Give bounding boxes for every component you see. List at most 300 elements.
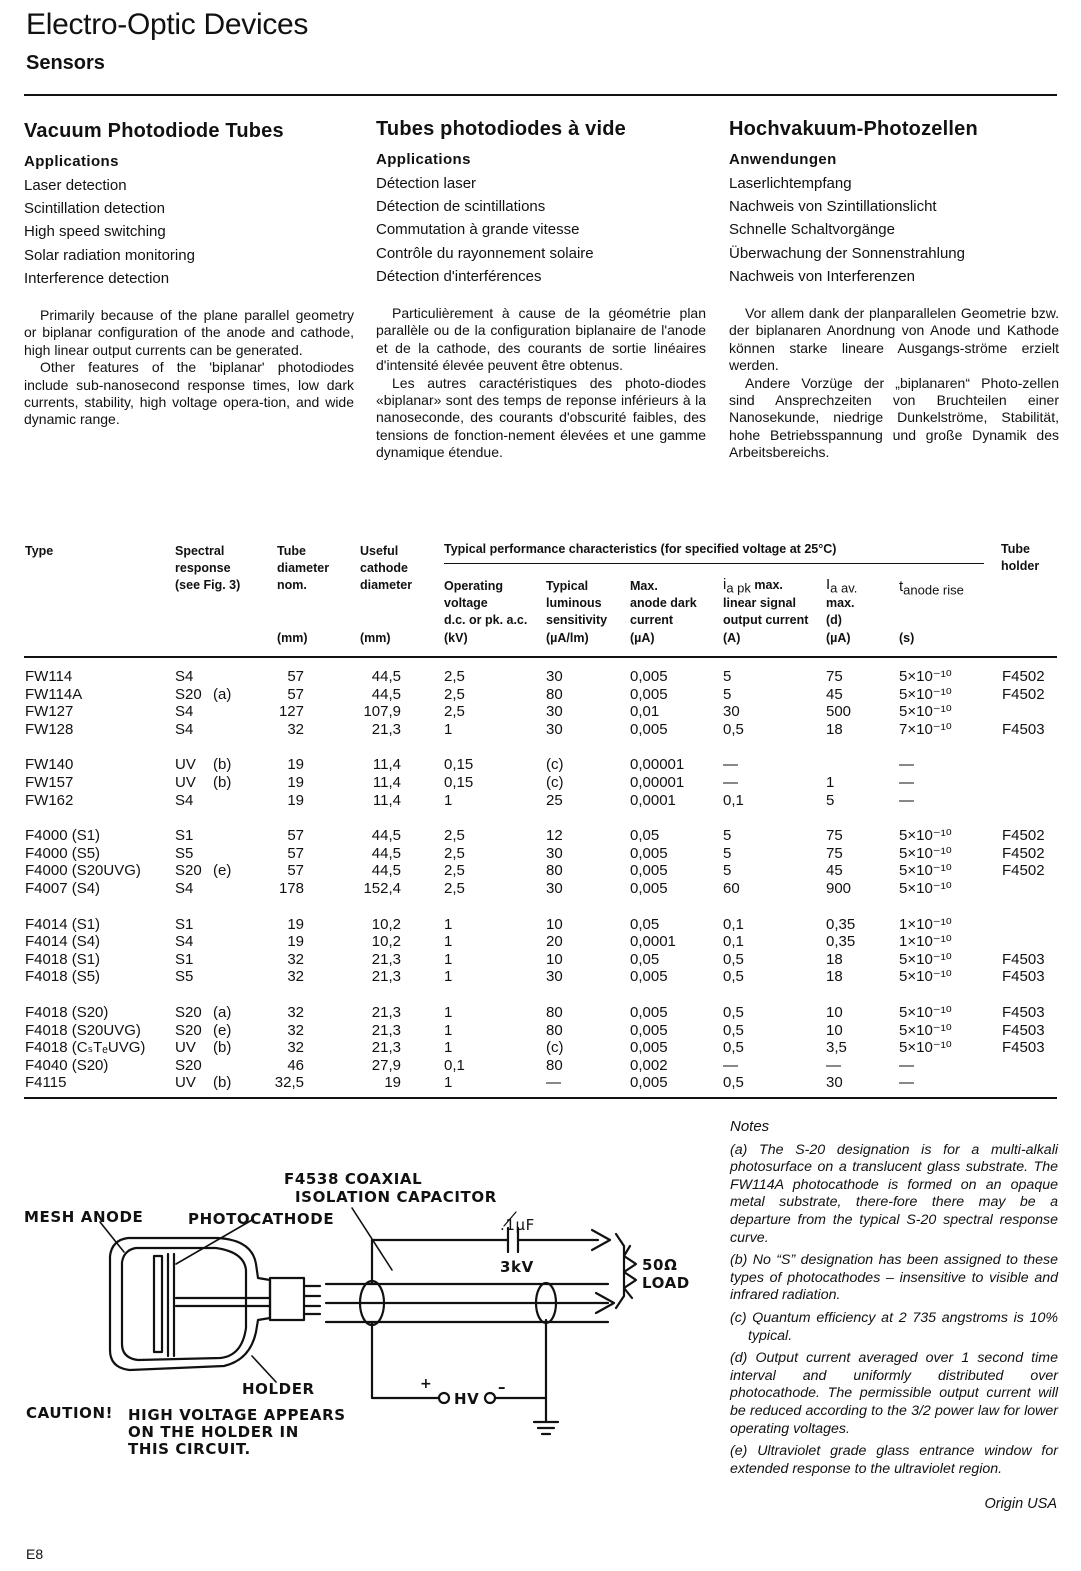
table-cell-volt: 2,5 — [444, 827, 465, 845]
table-cell-holder: F4503 — [1002, 720, 1045, 738]
table-cell-tube: 57 — [287, 862, 304, 880]
header-tube-diameter: Tube diameter nom. — [277, 544, 330, 592]
iav-subscript: a av. — [830, 580, 858, 596]
table-cell-volt: 1 — [444, 1074, 453, 1092]
table-cell-sens: 30 — [546, 703, 563, 721]
notes-heading: Notes — [730, 1118, 770, 1135]
table-cell-useful: 44,5 — [371, 685, 401, 703]
connector-pins — [304, 1286, 320, 1314]
table-cell-volt: 1 — [444, 1004, 453, 1021]
unit-label: (A) — [723, 631, 741, 645]
table-cell-useful: 44,5 — [371, 862, 401, 880]
table-cell-holder: F4503 — [1002, 1039, 1045, 1057]
table-cell-dark: 0,005 — [630, 685, 668, 703]
table-cell-type: F4000 (S5) — [25, 844, 101, 862]
table-cell-ipk: 0,5 — [723, 1021, 744, 1039]
list-item: Détection d'interférences — [376, 267, 542, 285]
table-cell-note: (b) — [213, 1074, 232, 1092]
table-cell-tube: 32 — [287, 968, 304, 986]
header-dark-current: Max. anode dark current — [630, 579, 697, 627]
hv-terminal — [485, 1393, 495, 1403]
unit-label: (mm) — [277, 631, 308, 645]
load-value: 50Ω — [642, 1256, 678, 1274]
list-item: Détection laser — [376, 175, 477, 192]
table-cell-volt: 1 — [444, 950, 453, 968]
table-cell-volt: 1 — [444, 915, 453, 933]
table-cell-ipk: 5 — [723, 862, 732, 880]
table-cell-type: F4000 (S20UVG) — [25, 862, 141, 880]
circuit-diagram — [20, 1160, 720, 1490]
table-cell-type: FW114A — [25, 685, 83, 703]
trise-subscript: anode rise — [903, 582, 964, 598]
table-cell-sens: 20 — [546, 933, 563, 951]
table-cell-resp: UV — [175, 774, 196, 791]
table-cell-volt: 2,5 — [444, 703, 465, 721]
list-item: Scintillation detection — [24, 200, 165, 218]
table-cell-ipk: 5 — [723, 844, 732, 862]
table-cell-note: (a) — [213, 685, 232, 703]
table-cell-useful: 44,5 — [371, 668, 401, 685]
header-group-rule — [444, 563, 984, 564]
table-cell-dark: 0,005 — [630, 1039, 668, 1057]
tube-inner — [122, 1248, 246, 1360]
page-subtitle: Sensors — [26, 52, 105, 74]
note-d: (d) Output current averaged over 1 second time interval and uniformly distributed over photocathode. The permissible output current will be reduced according to the 3/2 power law for lower operating voltages. — [730, 1350, 1058, 1437]
header-operating-voltage: Operating voltage d.c. or pk. a.c. — [444, 579, 528, 627]
header-type: Type — [25, 544, 54, 558]
table-cell-rise: 5×10⁻¹⁰ — [899, 703, 952, 721]
table-cell-useful: 152,4 — [363, 880, 401, 897]
table-cell-useful: 21,3 — [371, 720, 401, 738]
tube-base — [270, 1278, 304, 1320]
table-cell-tube: 32 — [287, 720, 304, 738]
table-cell-dark: 0,00001 — [630, 756, 685, 774]
table-header-rule — [24, 656, 1057, 658]
table-cell-dark: 0,05 — [630, 915, 660, 933]
capacitor-voltage: 3kV — [500, 1258, 534, 1276]
output-brace — [616, 1234, 624, 1308]
unit-label: (kV) — [444, 631, 468, 645]
header-peak-current-desc: linear signal output current — [723, 596, 809, 627]
table-cell-tube: 57 — [287, 668, 304, 685]
list-item: High speed switching — [24, 223, 166, 241]
table-cell-type: F4018 (S20) — [25, 1004, 109, 1021]
table-cell-rise: 5×10⁻¹⁰ — [899, 668, 952, 685]
table-cell-iav: 3,5 — [826, 1039, 847, 1057]
table-cell-rise: 5×10⁻¹⁰ — [899, 1021, 952, 1039]
table-cell-ipk: 0,1 — [723, 791, 744, 809]
table-cell-iav: 1 — [826, 774, 835, 791]
table-cell-ipk: 5 — [723, 685, 732, 703]
table-cell-ipk: 0,1 — [723, 933, 744, 951]
unit-label: (µA) — [630, 631, 655, 645]
table-cell-dark: 0,05 — [630, 950, 660, 968]
table-cell-ipk: 0,5 — [723, 1039, 744, 1057]
coax-line — [326, 1284, 608, 1322]
column-heading: Vacuum Photodiode Tubes — [24, 120, 284, 142]
table-cell-tube: 19 — [287, 791, 304, 809]
table-cell-tube: 127 — [278, 703, 304, 721]
capacitor-value: .1µF — [500, 1216, 535, 1234]
table-cell-ipk: 0,1 — [723, 915, 744, 933]
table-cell-type: F4040 (S20) — [25, 1056, 109, 1074]
paragraph: Les autres caractéristiques des photo-diodes «biplanar» sont des temps de reponse inférieurs à la nanoseconde, des courants d'obscurité faibles, des tensions de fonction-nement élevées et une gamme dynamique étendue. — [376, 374, 706, 461]
table-cell-note: (e) — [213, 862, 232, 880]
table-cell-type: F4115 — [25, 1074, 67, 1092]
table-cell-dark: 0,005 — [630, 968, 668, 986]
table-cell-sens: 80 — [546, 1056, 563, 1074]
table-cell-holder: F4502 — [1002, 827, 1045, 845]
table-cell-holder: F4503 — [1002, 1004, 1045, 1021]
table-cell-tube: 178 — [278, 880, 304, 897]
table-cell-resp: S4 — [175, 720, 194, 738]
table-cell-tube: 32 — [287, 1004, 304, 1021]
table-bottom-rule — [24, 1097, 1057, 1099]
table-cell-note: (e) — [213, 1021, 232, 1039]
table-cell-resp: S4 — [175, 880, 194, 897]
table-cell-resp: S5 — [175, 844, 194, 862]
table-cell-useful: 21,3 — [371, 968, 401, 986]
leader-line — [252, 1356, 276, 1382]
hv-minus: – — [498, 1378, 507, 1396]
table-cell-rise: — — [899, 1074, 914, 1092]
list-item: Commutation à grande vitesse — [376, 221, 580, 239]
table-cell-sens: 80 — [546, 685, 563, 703]
mesh-anode — [154, 1256, 162, 1352]
table-cell-dark: 0,005 — [630, 880, 668, 897]
table-cell-useful: 10,2 — [371, 915, 401, 933]
table-cell-tube: 19 — [287, 915, 304, 933]
caution-text: ON THE HOLDER IN — [128, 1423, 299, 1441]
list-item: Solar radiation monitoring — [24, 246, 195, 264]
table-cell-ipk: 5 — [723, 668, 732, 685]
header-spectral-response: Spectral response (see Fig. 3) — [175, 544, 241, 592]
iav-symbol: I — [826, 576, 831, 593]
table-cell-rise: 5×10⁻¹⁰ — [899, 1004, 952, 1021]
table-cell-iav: 5 — [826, 791, 835, 809]
table-cell-tube: 19 — [287, 933, 304, 951]
table-cell-tube: 32 — [287, 950, 304, 968]
table-cell-volt: 1 — [444, 968, 453, 986]
table-cell-note: (b) — [213, 774, 232, 791]
table-cell-holder: F4503 — [1002, 968, 1045, 986]
table-cell-rise: 5×10⁻¹⁰ — [899, 844, 952, 862]
note-b: (b) No “S” designation has been assigned to these types of photocathodes – insensitive to visible and infrared radiation. — [730, 1252, 1058, 1304]
table-cell-type: F4018 (S20UVG) — [25, 1021, 141, 1039]
table-cell-dark: 0,01 — [630, 703, 660, 721]
unit-label: (s) — [899, 631, 915, 645]
table-cell-dark: 0,005 — [630, 668, 668, 685]
ground-lead — [495, 1320, 546, 1422]
table-cell-iav: 10 — [826, 1021, 843, 1039]
table-cell-resp: S5 — [175, 968, 194, 986]
table-cell-volt: 2,5 — [444, 668, 465, 685]
table-cell-holder: F4502 — [1002, 668, 1045, 685]
table-cell-sens: 80 — [546, 1004, 563, 1021]
table-cell-type: FW162 — [25, 791, 74, 809]
header-sensitivity: Typical luminous sensitivity — [546, 579, 608, 627]
table-cell-sens: 25 — [546, 791, 563, 809]
applications-heading: Anwendungen — [729, 151, 837, 168]
table-cell-sens: 80 — [546, 1021, 563, 1039]
table-cell-volt: 2,5 — [444, 880, 465, 897]
applications-heading: Applications — [376, 151, 471, 168]
list-item: Interference detection — [24, 269, 170, 287]
table-cell-rise: 5×10⁻¹⁰ — [899, 968, 952, 986]
page-title: Electro-Optic Devices — [26, 8, 309, 41]
ipk-symbol: i — [723, 576, 727, 593]
table-cell-iav: 500 — [826, 703, 852, 721]
ipk-max: max. — [750, 578, 783, 592]
header-rise-time — [899, 578, 964, 599]
photocathode-label: PHOTOCATHODE — [188, 1210, 335, 1228]
table-cell-ipk: 0,5 — [723, 968, 744, 986]
table-cell-iav: 18 — [826, 950, 843, 968]
table-cell-rise: — — [899, 791, 914, 809]
table-cell-type: FW128 — [25, 720, 74, 738]
table-cell-rise: — — [899, 756, 914, 774]
list-item: Contrôle du rayonnement solaire — [376, 244, 594, 262]
note-a: (a) The S-20 designation is for a multi-alkali photosurface on a translucent glass substrate. The FW114A photocathode is formed on an opaque metal substrate, there-fore there may be a departure from the typical S-20 spectral response curve. — [730, 1141, 1058, 1246]
table-cell-useful: 10,2 — [371, 933, 401, 951]
column-german — [729, 118, 1059, 462]
table-cell-rise: 5×10⁻¹⁰ — [899, 827, 952, 845]
table-cell-volt: 1 — [444, 1039, 453, 1057]
table-cell-rise: — — [899, 1056, 914, 1074]
table-cell-type: FW140 — [25, 756, 74, 774]
table-cell-dark: 0,0001 — [630, 791, 676, 809]
caution-text: THIS CIRCUIT. — [128, 1440, 251, 1458]
list-item: Laserlichtempfang — [729, 175, 852, 192]
table-cell-iav: 45 — [826, 685, 843, 703]
table-cell-type: F4000 (S1) — [25, 827, 101, 845]
load-resistor — [624, 1246, 636, 1298]
table-cell-resp: S20 — [175, 1021, 202, 1039]
table-cell-holder: F4503 — [1002, 1021, 1045, 1039]
table-cell-useful: 44,5 — [371, 827, 401, 845]
list-item: Laser detection — [24, 177, 127, 194]
table-cell-ipk: 60 — [723, 880, 740, 897]
table-cell-ipk: — — [723, 1056, 738, 1074]
table-cell-useful: 11,4 — [372, 756, 401, 774]
table-cell-useful: 27,9 — [371, 1056, 401, 1074]
trise-symbol: t — [899, 578, 904, 595]
table-cell-resp: S4 — [175, 933, 194, 951]
table-cell-iav: 900 — [826, 880, 852, 897]
table-cell-iav: 75 — [826, 844, 843, 862]
table-cell-ipk: 5 — [723, 827, 732, 845]
table-cell-ipk: — — [723, 774, 738, 791]
photocathode-stem — [176, 1298, 270, 1306]
header-typical-performance: Typical performance characteristics (for specified voltage at 25°C) — [444, 542, 837, 556]
table-cell-volt: 1 — [444, 933, 453, 951]
table-cell-type: FW114 — [25, 668, 73, 685]
table-cell-sens: (c) — [546, 1039, 564, 1057]
load-label: LOAD — [642, 1274, 690, 1292]
table-cell-useful: 11,4 — [372, 774, 401, 791]
list-item: Détection de scintillations — [376, 198, 546, 216]
header-useful-diameter: Useful cathode diameter — [360, 544, 413, 592]
paragraph: Vor allem dank der planparallelen Geometrie bzw. der biplanaren Anordnung von Anode und Kathode können starke lineare Ausgangs-ströme erzielt werden. — [729, 305, 1059, 374]
table-cell-volt: 2,5 — [444, 685, 465, 703]
applications-list — [729, 172, 1059, 288]
list-item: Nachweis von Szintillationslicht — [729, 198, 937, 216]
unit-label: (µA/lm) — [546, 631, 589, 645]
table-cell-rise: 5×10⁻¹⁰ — [899, 950, 952, 968]
table-cell-dark: 0,00001 — [630, 774, 685, 791]
coax-label: ISOLATION CAPACITOR — [295, 1188, 497, 1206]
table-cell-sens: 30 — [546, 720, 563, 738]
table-cell-resp: UV — [175, 1074, 196, 1092]
table-cell-type: FW157 — [25, 774, 74, 791]
hv-label: HV — [454, 1390, 480, 1408]
table-cell-dark: 0,005 — [630, 844, 668, 862]
table-cell-holder: F4502 — [1002, 685, 1045, 703]
table-cell-volt: 1 — [444, 720, 453, 738]
unit-label: (µA) — [826, 631, 851, 645]
caution-text: HIGH VOLTAGE APPEARS — [128, 1406, 346, 1424]
table-cell-rise: 5×10⁻¹⁰ — [899, 862, 952, 880]
table-cell-resp: S4 — [175, 668, 194, 685]
paragraph: Andere Vorzüge der „biplanaren“ Photo-zellen sind Ansprechzeiten von Bruchteilen einer Nanosekunde, niedrige Dunkelströme, Stabilität, hohe Betriebsspannung und große Dynamik des Arbeitsbereichs. — [729, 374, 1059, 461]
table-cell-dark: 0,005 — [630, 1021, 668, 1039]
list-item: Nachweis von Interferenzen — [729, 267, 915, 285]
holder-label: HOLDER — [242, 1380, 315, 1398]
table-cell-ipk: 0,5 — [723, 1074, 744, 1092]
note-c: (c) Quantum efficiency at 2 735 angstroms is 10% typical. — [730, 1309, 1058, 1344]
applications-list — [376, 172, 706, 288]
table-cell-holder: F4502 — [1002, 844, 1045, 862]
paragraph: Other features of the 'biplanar' photodiodes include sub-nanosecond response times, low dark currents, stability, high voltage opera-tion, and wide dynamic range. — [24, 359, 354, 428]
column-french — [376, 118, 706, 462]
table-cell-ipk: 0,5 — [723, 720, 744, 738]
table-cell-resp: S4 — [175, 703, 194, 721]
table-cell-note: (a) — [213, 1004, 232, 1021]
table-cell-sens: 30 — [546, 844, 563, 862]
table-cell-dark: 0,0001 — [630, 933, 676, 951]
table-cell-dark: 0,005 — [630, 720, 668, 738]
table-cell-volt: 1 — [444, 1021, 453, 1039]
table-cell-dark: 0,05 — [630, 827, 660, 845]
table-cell-iav: 75 — [826, 827, 843, 845]
table-cell-volt: 0,15 — [444, 774, 474, 791]
table-cell-type: FW127 — [25, 703, 74, 721]
table-cell-rise: 1×10⁻¹⁰ — [899, 915, 952, 933]
table-cell-useful: 21,3 — [371, 1021, 401, 1039]
table-cell-resp: S1 — [175, 915, 194, 933]
mesh-anode-label: MESH ANODE — [24, 1208, 144, 1226]
table-cell-useful: 21,3 — [371, 950, 401, 968]
table-cell-type: F4007 (S4) — [25, 880, 101, 897]
table-cell-volt: 0,15 — [444, 756, 474, 774]
table-cell-rise: 5×10⁻¹⁰ — [899, 1039, 952, 1057]
ipk-subscript: a pk — [726, 580, 751, 596]
table-cell-sens: 80 — [546, 862, 563, 880]
table-cell-ipk: 0,5 — [723, 950, 744, 968]
table-cell-type: F4014 (S4) — [25, 933, 101, 951]
table-cell-sens: 30 — [546, 968, 563, 986]
table-cell-useful: 21,3 — [371, 1039, 401, 1057]
table-cell-sens: (c) — [546, 774, 564, 791]
table-cell-rise: — — [899, 774, 914, 791]
table-cell-resp: S20 — [175, 1004, 202, 1021]
table-cell-iav: 18 — [826, 720, 843, 738]
table-cell-resp: UV — [175, 756, 196, 774]
table-cell-tube: 32 — [287, 1021, 304, 1039]
table-cell-tube: 46 — [287, 1056, 304, 1074]
table-cell-resp: S20 — [175, 1056, 202, 1074]
applications-heading: Applications — [24, 153, 119, 170]
table-cell-resp: S20 — [175, 685, 202, 703]
capacitor-branch — [372, 1240, 508, 1284]
table-cell-resp: S1 — [175, 950, 194, 968]
table-cell-sens: 12 — [546, 827, 563, 845]
table-cell-volt: 1 — [444, 791, 453, 809]
table-cell-type: F4014 (S1) — [25, 915, 101, 933]
table-cell-iav: 75 — [826, 668, 843, 685]
table-cell-sens: 10 — [546, 950, 563, 968]
page-number: E8 — [26, 1546, 44, 1562]
table-cell-iav: — — [826, 1056, 841, 1074]
table-cell-ipk: 30 — [723, 703, 740, 721]
table-cell-tube: 19 — [287, 756, 304, 774]
table-cell-holder: F4503 — [1002, 950, 1045, 968]
header-divider — [24, 94, 1057, 96]
table-cell-ipk: 0,5 — [723, 1004, 744, 1021]
table-cell-resp: S20 — [175, 862, 202, 880]
table-cell-iav: 10 — [826, 1004, 843, 1021]
note-e: (e) Ultraviolet grade glass entrance window for extended response to the ultraviolet region. — [730, 1443, 1058, 1477]
table-cell-dark: 0,002 — [630, 1056, 668, 1074]
table-cell-sens: 30 — [546, 668, 563, 685]
table-cell-useful: 19 — [384, 1074, 401, 1092]
table-cell-dark: 0,005 — [630, 1074, 668, 1092]
list-item: Schnelle Schaltvorgänge — [729, 221, 895, 239]
photocathode-disc — [168, 1254, 174, 1356]
table-cell-sens: 10 — [546, 915, 563, 933]
table-cell-type: F4018 (CₛTₑUVG) — [25, 1039, 146, 1057]
caution-label: CAUTION! — [26, 1404, 114, 1422]
table-cell-dark: 0,005 — [630, 1004, 668, 1021]
table-cell-dark: 0,005 — [630, 862, 668, 880]
applications-list — [24, 174, 354, 290]
hv-terminal — [439, 1393, 449, 1403]
table-cell-type: F4018 (S1) — [25, 950, 101, 968]
table-cell-tube: 19 — [287, 774, 304, 791]
hv-plus: + — [420, 1376, 433, 1392]
table-cell-iav: 30 — [826, 1074, 843, 1092]
table-cell-volt: 2,5 — [444, 844, 465, 862]
table-cell-note: (b) — [213, 756, 232, 774]
table-cell-rise: 5×10⁻¹⁰ — [899, 685, 952, 703]
table-cell-iav: 18 — [826, 968, 843, 986]
table-cell-useful: 44,5 — [371, 844, 401, 862]
table-cell-holder: F4502 — [1002, 862, 1045, 880]
header-avg-current-desc: max. (d) — [826, 596, 855, 627]
table-cell-tube: 57 — [287, 827, 304, 845]
table-cell-resp: UV — [175, 1039, 196, 1057]
table-cell-sens: (c) — [546, 756, 564, 774]
column-heading: Hochvakuum-Photozellen — [729, 118, 978, 140]
table-cell-rise: 7×10⁻¹⁰ — [899, 720, 952, 738]
unit-label: (mm) — [360, 631, 391, 645]
list-item: Überwachung der Sonnenstrahlung — [729, 244, 965, 262]
table-cell-rise: 5×10⁻¹⁰ — [899, 880, 952, 897]
table-cell-resp: S1 — [175, 827, 194, 845]
table-cell-tube: 57 — [287, 685, 304, 703]
table-cell-useful: 21,3 — [371, 1004, 401, 1021]
table-cell-tube: 57 — [287, 844, 304, 862]
